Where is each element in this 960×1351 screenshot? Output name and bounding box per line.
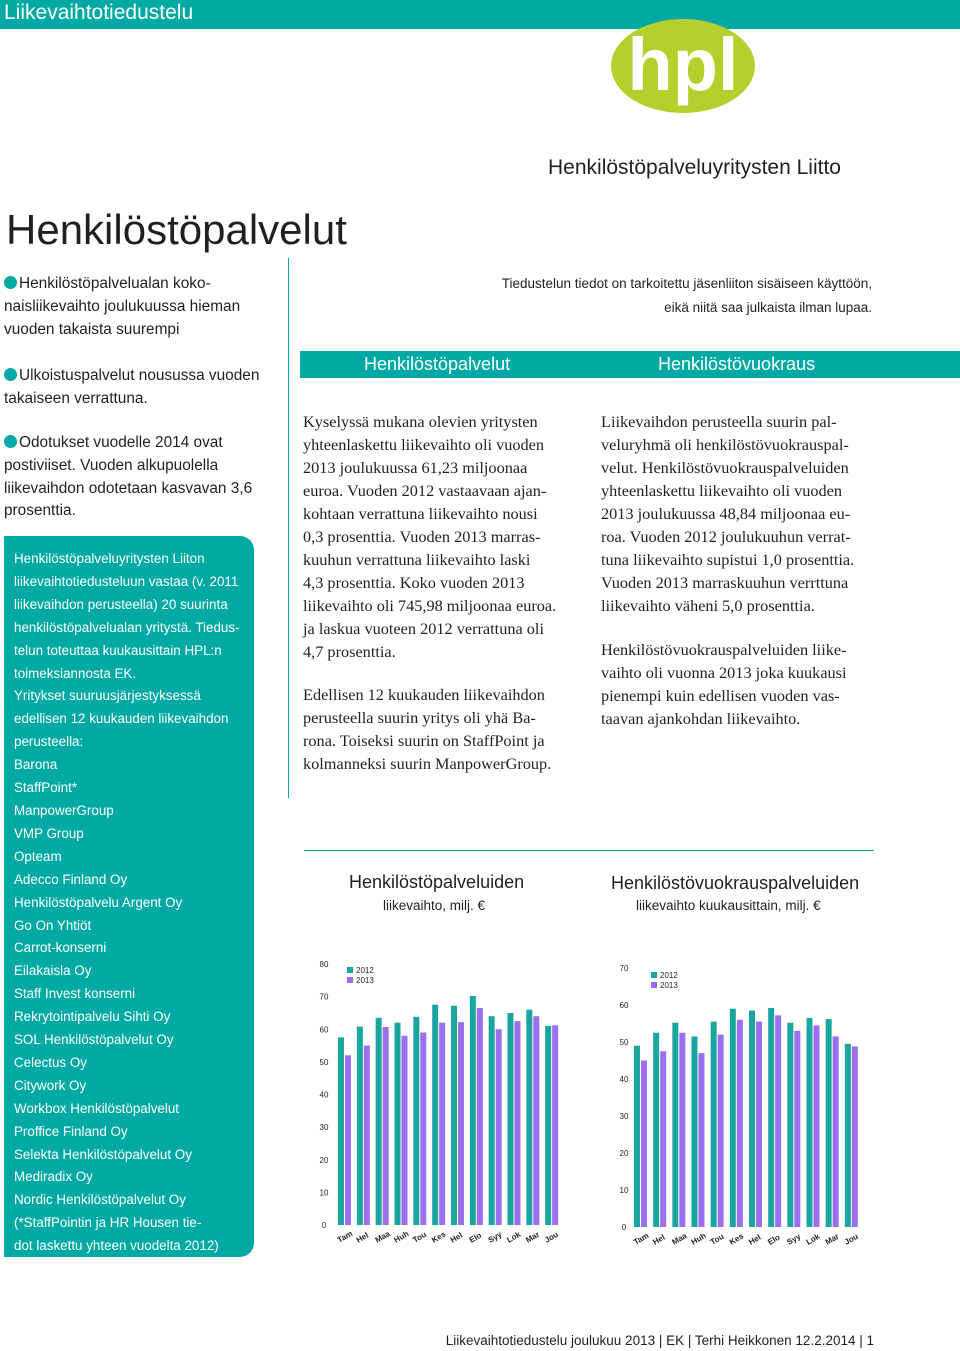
bar-2012-8 <box>787 1023 793 1227</box>
bar-2012-10 <box>826 1019 832 1227</box>
sidebar-line: SOL Henkilöstöpalvelut Oy <box>14 1032 174 1048</box>
chart-divider <box>304 850 874 851</box>
bar-2013-11 <box>552 1025 558 1225</box>
y-tick-label: 20 <box>619 1149 629 1158</box>
bar-2013-1 <box>660 1051 666 1227</box>
page-title: Henkilöstöpalvelut <box>6 206 347 253</box>
bar-2013-4 <box>420 1033 426 1225</box>
paragraph-line: ja laskua vuoteen 2012 verrattuna oli <box>303 619 544 638</box>
sidebar-line: Eilakaisla Oy <box>14 963 92 979</box>
x-tick-label: Maa <box>670 1231 689 1247</box>
bar-2012-10 <box>526 1010 532 1225</box>
bar-2012-5 <box>730 1009 736 1227</box>
sidebar-line: Henkilöstöpalvelu Argent Oy <box>14 894 183 910</box>
bar-2012-2 <box>672 1023 678 1227</box>
logo-text: hpl <box>627 23 739 106</box>
sidebar-line: Yritykset suuruusjärjestyksessä <box>14 688 201 704</box>
bar-2013-8 <box>794 1031 800 1227</box>
right-paragraph-2 <box>601 638 847 730</box>
bar-2013-11 <box>852 1046 858 1227</box>
sidebar-line: telun toteuttaa kuukausittain HPL:n <box>14 642 222 658</box>
bar-2013-9 <box>814 1025 820 1227</box>
bullet-dot <box>4 276 17 289</box>
chart-2-henkilostovuokraus-liikevaihto <box>600 955 880 1255</box>
y-tick-label: 10 <box>619 1186 629 1195</box>
x-tick-label: Jou <box>842 1231 860 1247</box>
sidebar-line: Opteam <box>14 848 62 864</box>
x-tick-label: Hel <box>747 1232 763 1247</box>
sidebar-line: liikevaihdon perusteella) 20 suurinta <box>14 596 228 612</box>
sidebar-line: Barona <box>14 757 58 773</box>
y-tick-label: 10 <box>319 1188 329 1198</box>
legend-swatch-2012 <box>651 972 657 978</box>
bar-2013-9 <box>515 1021 521 1225</box>
bar-2013-8 <box>496 1029 502 1225</box>
sidebar-line: henkilöstöpalvelualan yritystä. Tiedus- <box>14 619 240 635</box>
section-heading-henkilostovuokraus: Henkilöstövuokraus <box>658 354 816 374</box>
y-tick-label: 60 <box>319 1025 329 1035</box>
paragraph-line: pienempi kuin edellisen vuoden vas- <box>601 686 840 705</box>
bar-2013-1 <box>364 1046 370 1225</box>
paragraph-line: Edellisen 12 kuukauden liikevaihdon <box>303 685 545 704</box>
left-paragraph-1 <box>303 410 556 663</box>
paragraph-line: 4,7 prosenttia. <box>303 642 396 661</box>
legend-swatch-2013 <box>347 977 353 983</box>
bar-2013-6 <box>458 1022 464 1225</box>
x-tick-label: Lok <box>804 1231 822 1247</box>
sidebar-line: toimeksiannosta EK. <box>14 665 137 681</box>
x-tick-label: Kes <box>430 1229 448 1245</box>
paragraph-line: yhteenlaskettu liikevaihto oli vuoden <box>601 481 842 500</box>
bar-2012-1 <box>357 1027 363 1225</box>
paragraph-line: 2013 joulukuussa 61,23 miljoonaa <box>303 458 528 477</box>
paragraph-line: Liikevaihdon perusteella suurin pal- <box>601 412 837 431</box>
y-tick-label: 0 <box>621 1223 627 1232</box>
sidebar-line: Mediradix Oy <box>14 1169 93 1185</box>
sidebar-line: perusteella: <box>14 734 84 750</box>
x-tick-label: Hel <box>354 1230 371 1245</box>
column-divider <box>288 258 289 798</box>
x-tick-label: Hel <box>448 1230 465 1245</box>
paragraph-line: liikevaihto oli 745,98 miljoonaa euroa. <box>303 596 557 615</box>
bar-2012-4 <box>413 1017 419 1225</box>
sidebar-line: edellisen 12 kuukauden liikevaihdon <box>14 711 229 727</box>
paragraph-line: 4,3 prosenttia. Koko vuoden 2013 <box>303 573 525 592</box>
sidebar-line: Celectus Oy <box>14 1054 87 1070</box>
bar-2013-5 <box>439 1023 445 1225</box>
y-tick-label: 70 <box>619 964 629 973</box>
bar-2013-5 <box>737 1020 743 1227</box>
paragraph-line: Henkilöstövuokrauspalveluiden liike- <box>601 640 847 659</box>
bar-2012-0 <box>338 1037 344 1225</box>
y-tick-label: 40 <box>619 1075 629 1084</box>
x-tick-label: Tou <box>708 1231 726 1247</box>
legend-swatch-2013 <box>651 982 657 988</box>
bar-2013-2 <box>383 1027 389 1225</box>
sidebar-line: StaffPoint* <box>14 780 78 796</box>
x-tick-label: Syy <box>486 1229 504 1245</box>
bar-2012-1 <box>653 1033 659 1227</box>
sidebar-line: Carrot-konserni <box>14 940 107 956</box>
bar-2012-3 <box>395 1023 401 1225</box>
bar-2012-11 <box>845 1044 851 1227</box>
legend-label-2012: 2012 <box>356 966 374 975</box>
sidebar-line: Rekrytointipalvelu Sihti Oy <box>14 1009 171 1025</box>
sidebar-text <box>14 548 246 1258</box>
chart-1-henkilostopalvelut-liikevaihto <box>300 950 580 1255</box>
x-tick-label: Mar <box>524 1229 542 1245</box>
bullet-3: Odotukset vuodelle 2014 ovat postiviiset. Vuoden alkupuolella liikevaihdon odotetaan kasvavan 3,6 prosenttia. <box>4 434 253 520</box>
bar-2013-6 <box>756 1022 762 1227</box>
sidebar-line: Go On Yhtiöt <box>14 917 92 933</box>
bar-2012-6 <box>451 1006 457 1225</box>
paragraph-line: 2013 joulukuussa 48,84 miljoonaa eu- <box>601 504 851 523</box>
paragraph-line: Kyselyssä mukana olevien yritysten <box>303 412 538 431</box>
section-heading-henkilostopalvelut: Henkilöstöpalvelut <box>364 354 511 374</box>
paragraph-line: rona. Toiseksi suurin on StaffPoint ja <box>303 731 545 750</box>
y-tick-label: 20 <box>319 1155 329 1165</box>
page-footer: Liikevaihtotiedustelu joulukuu 2013 | EK | Terhi Heikkonen 12.2.2014 | 1 <box>445 1333 874 1348</box>
bar-2013-10 <box>533 1016 539 1225</box>
y-tick-label: 50 <box>619 1038 629 1047</box>
bar-2013-0 <box>345 1055 351 1225</box>
x-tick-label: Tou <box>411 1229 428 1245</box>
chart-1-subtitle: liikevaihto, milj. € <box>383 898 486 913</box>
bar-2012-5 <box>432 1005 438 1225</box>
x-tick-label: Huh <box>392 1229 411 1245</box>
x-tick-label: Tam <box>632 1231 651 1247</box>
right-paragraph-1 <box>601 410 854 617</box>
x-tick-label: Tam <box>335 1229 355 1245</box>
sidebar-line: ManpowerGroup <box>14 802 114 818</box>
x-tick-label: Kes <box>727 1231 746 1247</box>
x-tick-label: Hel <box>651 1232 667 1247</box>
chart-2-subtitle: liikevaihto kuukausittain, milj. € <box>636 898 821 913</box>
x-tick-label: Jou <box>543 1229 560 1245</box>
publication-title: Liikevaihtotiedustelu <box>4 1 194 24</box>
sidebar-line: Selekta Henkilöstöpalvelut Oy <box>14 1146 192 1162</box>
sidebar-line: liikevaihtotiedusteluun vastaa (v. 2011 <box>14 573 239 589</box>
paragraph-line: liikevaihto väheni 5,0 prosenttia. <box>601 596 815 615</box>
bar-2012-9 <box>508 1013 514 1225</box>
bullet-1: Henkilöstöpalvelualan koko- naisliikevaihto joulukuussa hieman vuoden takaista suurempi <box>4 275 241 338</box>
paragraph-line: taavan ajankohdan liikevaihto. <box>601 709 801 728</box>
paragraph-line: tuna liikevaihto supistui 1,0 prosenttia. <box>601 550 855 569</box>
paragraph-line: yhteenlaskettu liikevaihto oli vuoden <box>303 435 544 454</box>
bar-2013-7 <box>775 1015 781 1227</box>
sidebar-line: Proffice Finland Oy <box>14 1123 128 1139</box>
hpl-logo <box>610 18 756 114</box>
sidebar-line: (*StaffPointin ja HR Housen tie- <box>14 1215 202 1231</box>
sidebar-line: dot laskettu yhteen vuodelta 2012) <box>14 1238 219 1254</box>
x-tick-label: Huh <box>689 1231 708 1247</box>
bar-2012-11 <box>545 1026 551 1225</box>
paragraph-line: perusteella suurin yritys oli yhä Ba- <box>303 708 536 727</box>
paragraph-line: kolmanneksi suurin ManpowerGroup. <box>303 754 552 773</box>
x-tick-label: Maa <box>373 1229 392 1245</box>
bar-2012-7 <box>470 996 476 1225</box>
y-tick-label: 0 <box>321 1221 327 1230</box>
paragraph-line: vaihto oli vuonna 2013 joka kuukausi <box>601 663 847 682</box>
paragraph-line: veluryhmä oli henkilöstövuokrauspal- <box>601 435 849 454</box>
paragraph-line: roa. Vuoden 2012 joulukuuhun verrat- <box>601 527 851 546</box>
bar-2013-3 <box>402 1036 408 1225</box>
paragraph-line: kuuhun verrattuna liikevaihto laski <box>303 550 531 569</box>
y-tick-label: 60 <box>619 1001 629 1010</box>
sidebar-line: Henkilöstöpalveluyritysten Liiton <box>14 551 205 566</box>
bar-2012-3 <box>692 1036 698 1227</box>
bullet-dot <box>4 435 17 448</box>
x-tick-label: Elo <box>467 1230 484 1245</box>
x-tick-label: Lok <box>505 1229 523 1245</box>
y-tick-label: 70 <box>319 992 329 1002</box>
paragraph-line: Vuoden 2013 marraskuuhun verrttuna <box>601 573 849 592</box>
sidebar-line: Nordic Henkilöstöpalvelut Oy <box>14 1192 186 1208</box>
bar-2013-7 <box>477 1008 483 1225</box>
x-tick-label: Mar <box>823 1231 841 1247</box>
bar-2013-4 <box>718 1035 724 1227</box>
sidebar-line: Adecco Finland Oy <box>14 871 128 887</box>
sidebar-line: Workbox Henkilöstöpalvelut <box>14 1100 179 1116</box>
confidential-notice-line-2: eikä niitä saa julkaista ilman lupaa. <box>664 300 872 315</box>
bullet-2: Ulkoistuspalvelut nousussa vuoden takaiseen verrattuna. <box>4 367 260 407</box>
paragraph-line: kohtaan verrattuna liikevaihto nousi <box>303 504 538 523</box>
bar-2013-0 <box>641 1061 647 1228</box>
bar-2013-3 <box>699 1053 705 1227</box>
bar-2012-0 <box>634 1046 640 1227</box>
organization-name: Henkilöstöpalveluyritysten Liitto <box>548 156 841 179</box>
chart-1-title: Henkilöstöpalveluiden <box>349 872 525 892</box>
bar-2012-9 <box>807 1018 813 1227</box>
sidebar-line: Citywork Oy <box>14 1077 87 1093</box>
bar-2012-2 <box>376 1018 382 1225</box>
legend-label-2012: 2012 <box>660 971 678 980</box>
bar-2012-6 <box>749 1011 755 1227</box>
bar-2013-2 <box>679 1033 685 1227</box>
paragraph-line: euroa. Vuoden 2012 vastaavaan ajan- <box>303 481 547 500</box>
y-tick-label: 80 <box>319 960 329 969</box>
y-tick-label: 30 <box>619 1112 629 1121</box>
sidebar-line: Staff Invest konserni <box>14 986 136 1002</box>
legend-swatch-2012 <box>347 967 353 973</box>
bullet-dot <box>4 368 17 381</box>
paragraph-line: velut. Henkilöstövuokrauspalveluiden <box>601 458 849 477</box>
x-tick-label: Elo <box>766 1232 782 1247</box>
bar-2012-4 <box>711 1022 717 1227</box>
bar-2013-10 <box>833 1036 839 1227</box>
left-paragraph-2 <box>303 683 551 775</box>
sidebar-line: VMP Group <box>14 825 84 841</box>
paragraph-line: 0,3 prosenttia. Vuoden 2013 marras- <box>303 527 541 546</box>
bar-2012-8 <box>489 1016 495 1225</box>
legend-label-2013: 2013 <box>356 976 374 985</box>
bar-2012-7 <box>768 1008 774 1227</box>
x-tick-label: Syy <box>785 1231 803 1247</box>
chart-2-title: Henkilöstövuokrauspalveluiden <box>611 873 860 893</box>
y-tick-label: 50 <box>319 1057 329 1067</box>
legend-label-2013: 2013 <box>660 981 678 990</box>
confidential-notice-line-1: Tiedustelun tiedot on tarkoitettu jäsenliiton sisäiseen käyttöön, <box>501 276 872 291</box>
y-tick-label: 40 <box>319 1090 329 1100</box>
y-tick-label: 30 <box>319 1123 329 1133</box>
